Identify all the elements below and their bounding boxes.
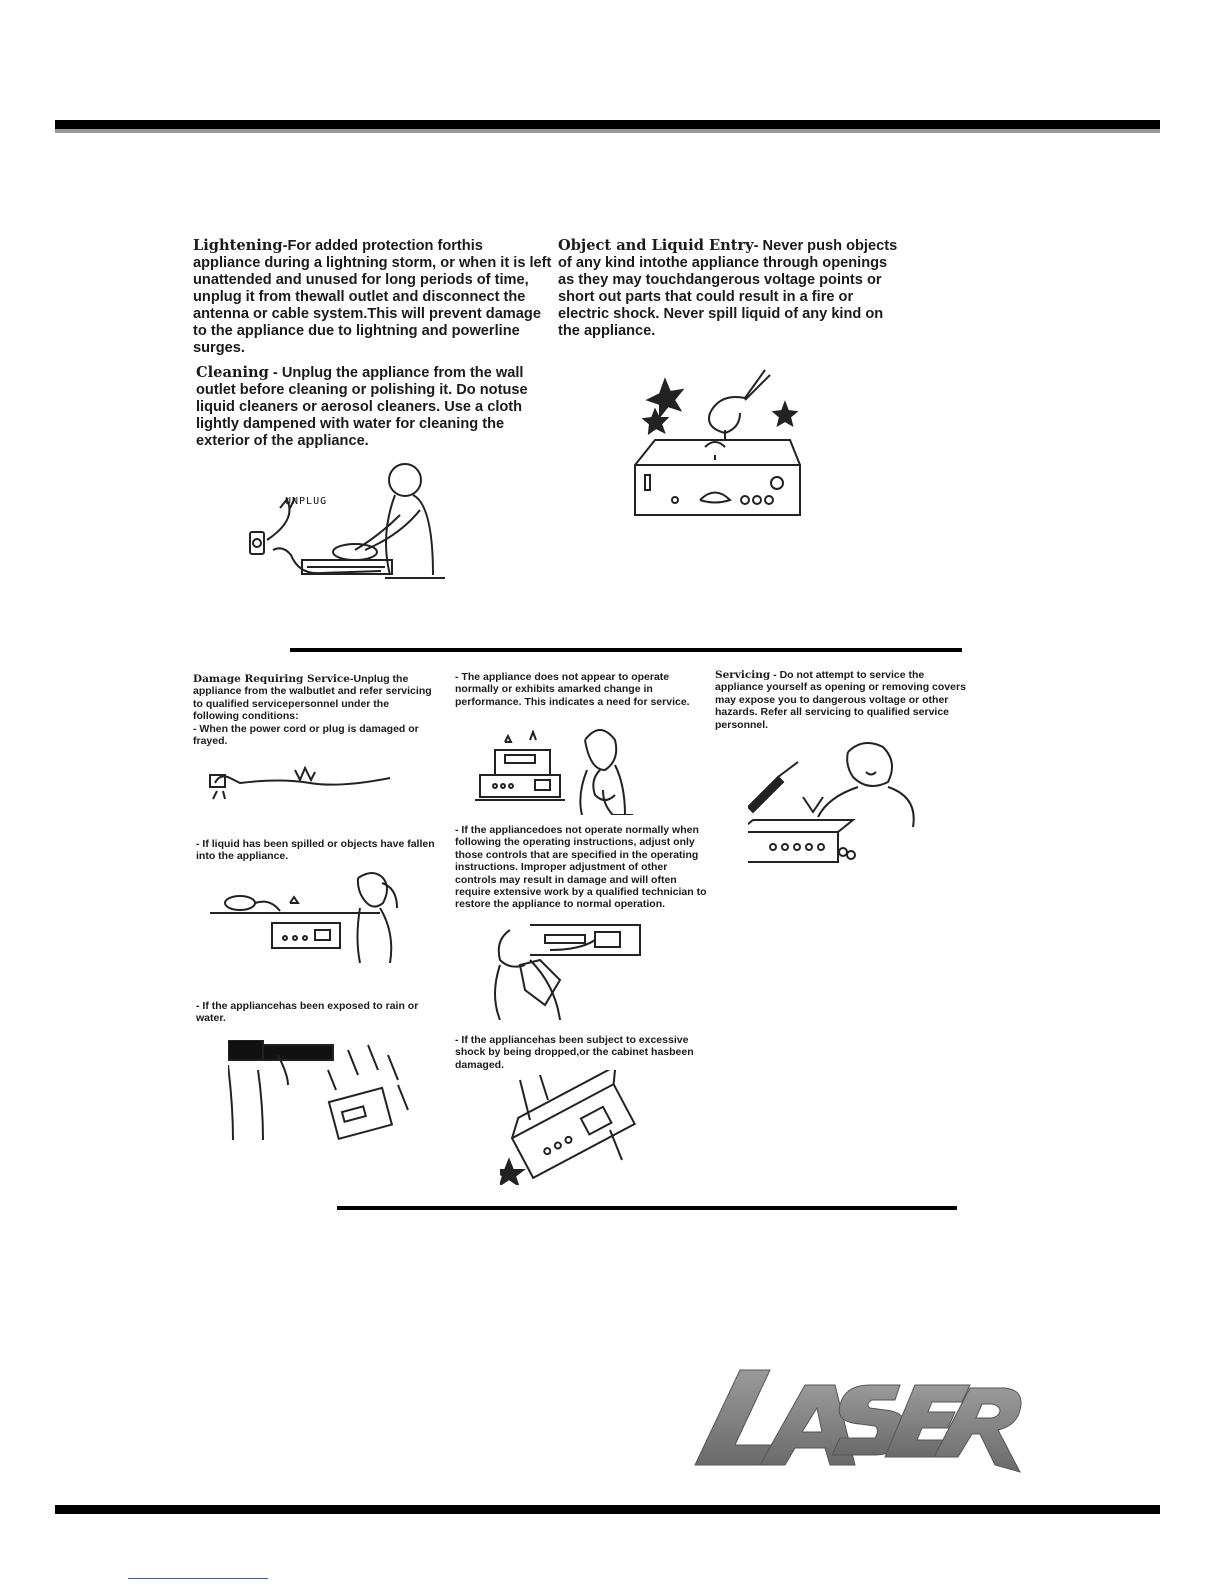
not-normal-condition: - The appliance does not appear to operate normally or exhibits amarked change in performance. This indicates a need for service. xyxy=(455,671,690,708)
top-rule-shadow xyxy=(55,129,1160,133)
servicing-heading: Servicing xyxy=(715,669,771,681)
object-entry-heading: Object and Liquid Entry xyxy=(558,237,754,254)
lightening-paragraph xyxy=(193,237,553,357)
unplug-label: UNPLUG xyxy=(285,496,328,507)
unplug-illustration xyxy=(245,460,445,585)
damage-service-heading: Damage Requiring Service xyxy=(193,673,350,685)
dropped-illustration xyxy=(500,1070,640,1185)
section-divider xyxy=(290,648,962,652)
footer-link-underline xyxy=(128,1578,268,1579)
section-divider-lower xyxy=(337,1206,957,1210)
power-cord-illustration xyxy=(205,755,395,805)
object-entry-illustration xyxy=(625,365,805,525)
servicing-text: - Do not attempt to service the appliance yourself as opening or removing covers may expose you to dangerous voltage or other hazards. Refer all servicing to qualified service personnel. xyxy=(715,669,966,731)
lightening-heading: Lightening xyxy=(193,237,283,254)
cleaning-text: - Unplug the appliance from the wall outlet before cleaning or polishing it. Do notuse liquid cleaners or aerosol cleaners. Use a cloth lightly dampened with water for cleaning the exterior of the appliance. xyxy=(196,365,528,449)
damage-service-text: -Unplug the appliance from the walbutlet and refer servicing to qualified servicepersonnel under the following conditions: xyxy=(193,673,432,723)
not-normal-illustration xyxy=(475,720,635,815)
operating-illustration xyxy=(490,920,645,1020)
top-rule xyxy=(55,120,1160,129)
power-cord-condition: - When the power cord or plug is damaged or frayed. xyxy=(193,722,419,748)
damage-service-paragraph xyxy=(193,673,438,747)
liquid-spill-illustration xyxy=(210,868,410,963)
object-entry-paragraph xyxy=(558,237,903,340)
bottom-rule xyxy=(55,1505,1160,1514)
liquid-condition: - If liquid has been spilled or objects have fallen into the appliance. xyxy=(196,838,435,863)
cleaning-heading: Cleaning xyxy=(196,364,269,381)
servicing-paragraph xyxy=(715,669,970,731)
dropped-condition: - If the appliancehas been subject to excessive shock by being dropped,or the cabinet hasbeen damaged. xyxy=(455,1034,694,1071)
cleaning-paragraph xyxy=(196,364,536,450)
rain-illustration xyxy=(228,1040,418,1140)
laser-logo xyxy=(690,1360,1025,1480)
servicing-illustration xyxy=(748,742,918,867)
object-entry-text: - Never push objects of any kind intothe appliance through openings as they may touchdangerous voltage points or short out parts that could result in a fire or electric shock. Never spill liquid of any kind on the appliance. xyxy=(558,238,898,339)
operating-condition: - If the appliancedoes not operate normally when following the operating instructions, adjust only those controls that are specified in the operating instructions. Improper adjustment of other controls may result in damage and will often require extensive work by a qualified technician to restore the appliance to normal operation. xyxy=(455,824,707,911)
rain-condition: - If the appliancehas been exposed to rain or water. xyxy=(196,1000,419,1025)
lightening-text: -For added protection forthis appliance during a lightning storm, or when it is left unattended and unused for long periods of time, unplug it from thewall outlet and disconnect the antenna or cable system.This will prevent damage to the appliance due to lightning and powerline surges. xyxy=(193,238,552,356)
